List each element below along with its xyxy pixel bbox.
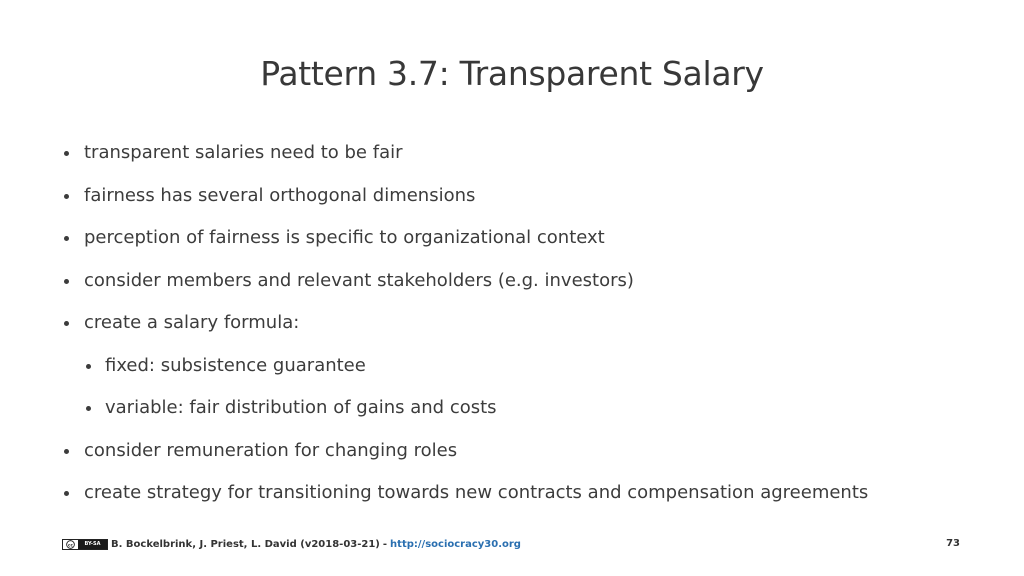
bullet-dot-icon	[64, 151, 69, 156]
sub-bullet-item	[0, 387, 1024, 430]
bullet-item	[0, 472, 1024, 515]
bullet-item	[0, 302, 1024, 345]
footer-separator: -	[382, 538, 388, 550]
bullet-item	[0, 217, 1024, 260]
bullet-text: perception of fairness is speciﬁc to organizational context	[84, 227, 605, 248]
bullet-text: create strategy for transitioning towards new contracts and compensation agreements	[84, 482, 869, 503]
bullet-text: consider remuneration for changing roles	[84, 439, 458, 461]
bullet-dot-icon	[64, 279, 69, 284]
bullet-dot-icon	[64, 236, 69, 241]
sub-bullet-item	[0, 345, 1024, 388]
bullet-text: create a salary formula:	[84, 312, 300, 333]
page-number: 73	[946, 538, 960, 549]
bullet-text: consider members and relevant stakeholders (e.g. investors)	[84, 269, 634, 291]
slide-title: Pattern 3.7: Transparent Salary	[260, 54, 764, 93]
svg-text:cc: cc	[68, 541, 73, 547]
bullet-item	[0, 260, 1024, 303]
bullet-dot-icon	[64, 194, 69, 199]
bullet-item	[0, 132, 1024, 175]
bullet-item	[0, 430, 1024, 473]
bullet-dot-icon	[64, 449, 69, 454]
creative-commons-icon	[63, 540, 78, 549]
slide-footer	[62, 537, 521, 551]
bullet-item	[0, 175, 1024, 218]
bullet-dot-icon	[64, 321, 69, 326]
license-badge-label: BY-SA	[78, 540, 107, 549]
bullet-text: variable: fair distribution of gains and costs	[105, 397, 497, 418]
bullet-dot-icon	[86, 364, 91, 369]
bullet-text: fairness has several orthogonal dimensions	[84, 184, 476, 206]
bullet-dot-icon	[64, 491, 69, 496]
footer-authors: B. Bockelbrink, J. Priest, L. David (v2018-03-21)	[111, 538, 380, 550]
bullet-dot-icon	[86, 406, 91, 411]
license-badge	[62, 539, 108, 550]
bullet-text: transparent salaries need to be fair	[84, 142, 403, 163]
footer-link[interactable]: http://sociocracy30.org	[390, 538, 521, 550]
bullet-text: ﬁxed: subsistence guarantee	[105, 354, 366, 376]
bullet-list	[0, 132, 1024, 515]
